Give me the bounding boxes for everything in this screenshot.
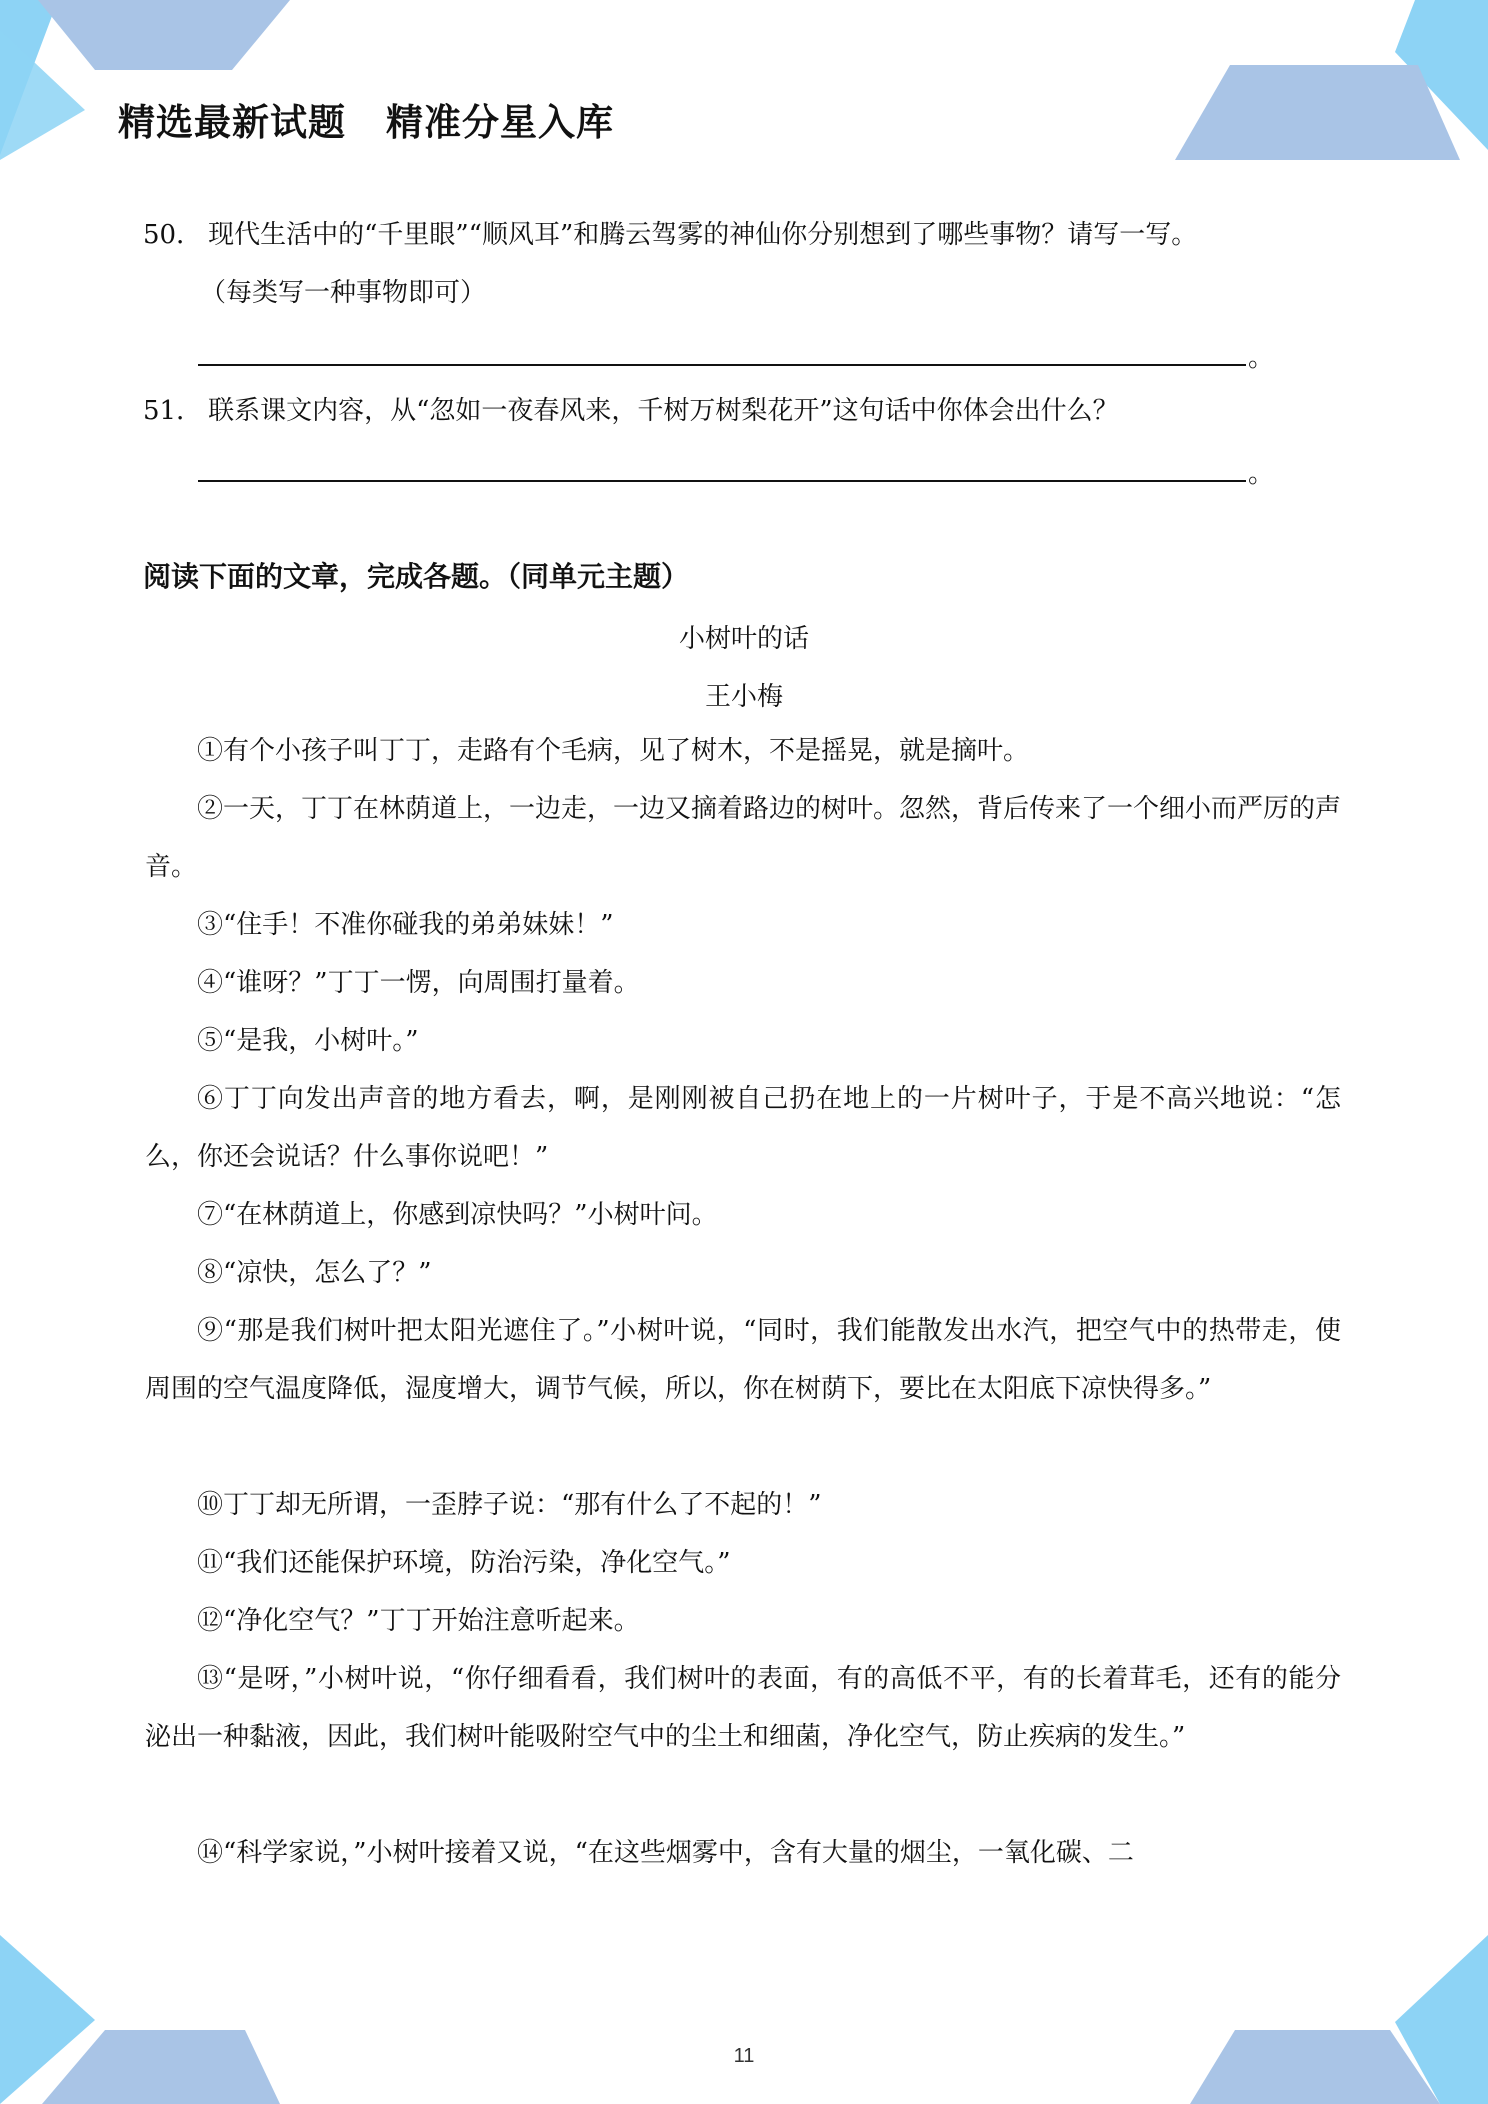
deco-shape [1395,1935,1488,2104]
answer-line-51[interactable] [198,480,1246,482]
article-paragraph: ⑨“那是我们树叶把太阳光遮住了。”小树叶说，“同时，我们能散发出水汽，把空气中的热带走，使周围的空气温度降低，湿度增大，调节气候，所以，你在树荫下，要比在太阳底下凉快得多。” [145,1316,1341,1404]
question-text: 现代生活中的“千里眼”“顺风耳”和腾云驾雾的神仙你分别想到了哪些事物？请写一写。 [208,220,1198,250]
header-title-left: 精选最新试题 [118,101,346,144]
deco-shape [1395,0,1488,150]
question-50-note: （每类写一种事物即可） [200,278,487,308]
article-paragraph: ⑬“是呀，”小树叶说，“你仔细看看，我们树叶的表面，有的高低不平，有的长着茸毛，还有的能分泌出一种黏液，因此，我们树叶能吸附空气中的尘土和细菌，净化空气，防止疾病的发生。” [145,1664,1341,1752]
question-51 [143,390,1119,427]
article-paragraph: ⑪“我们还能保护环境，防治污染，净化空气。” [197,1548,731,1578]
deco-shape [0,0,58,155]
header-title [118,92,614,146]
answer-end-mark: 。 [1248,343,1275,373]
header-title-right: 精准分星入库 [386,101,614,144]
article-paragraph: ④“谁呀？”丁丁一愣，向周围打量着。 [197,968,640,998]
article-paragraph: ⑩丁丁却无所谓，一歪脖子说：“那有什么了不起的！” [197,1490,822,1520]
question-50 [143,214,1197,251]
answer-line-50[interactable] [198,364,1246,366]
question-number: 50． [143,220,203,250]
deco-shape [1175,65,1460,160]
deco-shape [38,0,290,70]
article-paragraph: ①有个小孩子叫丁丁，走路有个毛病，见了树木，不是摇晃，就是摘叶。 [197,736,1030,766]
question-number: 51． [143,396,203,426]
article-paragraph: ⑧“凉快，怎么了？” [197,1258,432,1288]
answer-end-mark: 。 [1248,459,1275,489]
question-text: 联系课文内容，从“忽如一夜春风来，千树万树梨花开”这句话中你体会出什么？ [208,396,1119,426]
article-paragraph: ②一天，丁丁在林荫道上，一边走，一边又摘着路边的树叶。忽然，背后传来了一个细小而严厉的声音。 [145,794,1342,882]
article-title: 小树叶的话 [678,624,809,654]
page-number: 11 [733,2045,755,2067]
article-paragraph: ⑤“是我，小树叶。” [197,1026,419,1056]
section-title: 阅读下面的文章，完成各题。（同单元主题） [143,560,690,593]
deco-shape [0,30,85,160]
article-paragraph: ⑫“净化空气？”丁丁开始注意听起来。 [197,1606,640,1636]
article-author: 王小梅 [704,682,783,712]
article-paragraph: ⑦“在林荫道上，你感到凉快吗？”小树叶问。 [197,1200,718,1230]
article-paragraph: ⑭“科学家说，”小树叶接着又说，“在这些烟雾中，含有大量的烟尘，一氧化碳、二 [197,1838,1134,1868]
article-paragraph: ③“住手！不准你碰我的弟弟妹妹！” [197,910,614,940]
deco-shape [0,1935,95,2104]
article-paragraph: ⑥丁丁向发出声音的地方看去，啊，是刚刚被自己扔在地上的一片树叶子，于是不高兴地说：“怎么，你还会说话？什么事你说吧！” [145,1084,1341,1172]
